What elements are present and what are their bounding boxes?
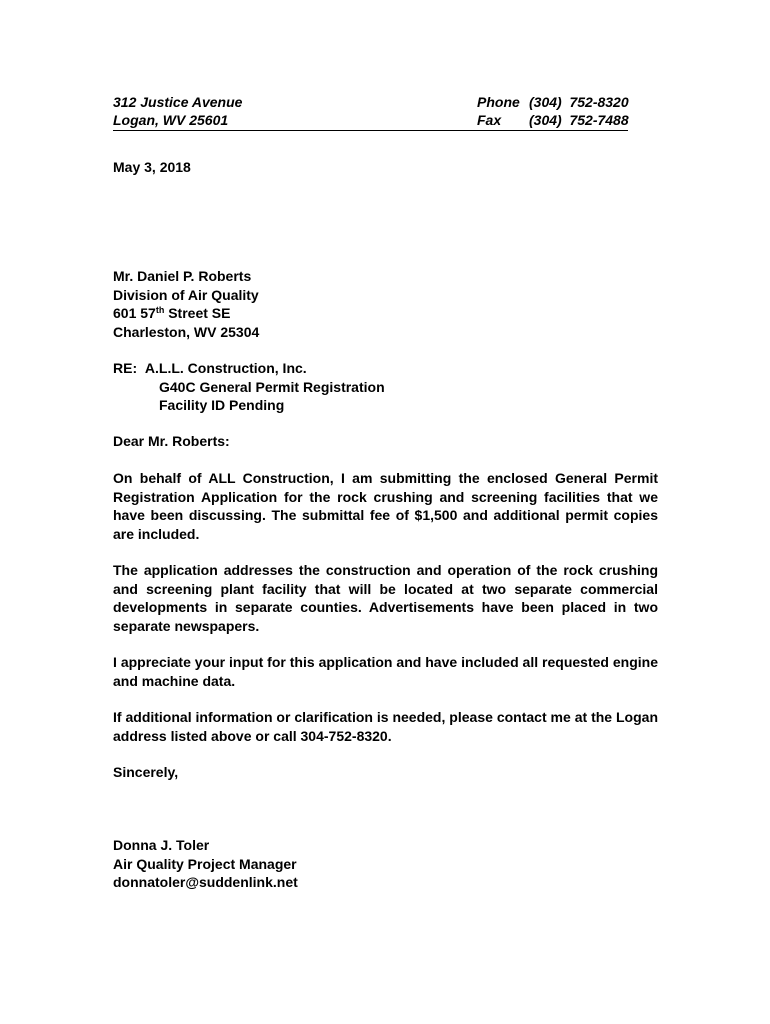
signer-email: donnatoler@suddenlink.net (113, 874, 298, 890)
paragraph-1-text: On behalf of ALL Construction, I am submitting the enclosed General Permit Registration Application for the rock crushing and screening facilities that we have been discussing. The submittal fee of $1,500 and additional permit copies are included. (113, 470, 658, 542)
body-paragraph-3 (113, 653, 658, 690)
salutation (113, 432, 658, 451)
fax-line (477, 111, 629, 129)
date-text: May 3, 2018 (113, 159, 191, 175)
fax-label: Fax (477, 112, 502, 128)
letter-date (113, 158, 658, 177)
re-line3: Facility ID Pending (159, 397, 285, 413)
phone-label: Phone (477, 94, 520, 110)
sender-address-line1: 312 Justice Avenue (113, 94, 243, 110)
signature-block (113, 836, 658, 892)
street-number: 601 57 (113, 305, 156, 321)
re-block (113, 359, 658, 415)
re-line1 (113, 359, 658, 378)
phone-line (477, 93, 629, 111)
body-paragraph-2 (113, 561, 658, 635)
fax-value: (304) 752-7488 (529, 112, 629, 128)
body-paragraph-1 (113, 469, 658, 543)
salutation-text: Dear Mr. Roberts: (113, 433, 230, 449)
signer-title: Air Quality Project Manager (113, 855, 297, 872)
body-paragraph-4 (113, 708, 658, 745)
recipient-street (113, 304, 658, 323)
recipient-name: Mr. Daniel P. Roberts (113, 268, 252, 284)
closing (113, 763, 658, 782)
recipient-address (113, 267, 658, 341)
signer-name: Donna J. Toler (113, 837, 210, 853)
phone-value: (304) 752-8320 (529, 94, 629, 110)
recipient-city: Charleston, WV 25304 (113, 323, 260, 340)
paragraph-4-text: If additional information or clarification is needed, please contact me at the Logan address listed above or call 304-752-8320. (113, 709, 658, 744)
letterhead (113, 93, 628, 131)
closing-text: Sincerely, (113, 764, 179, 780)
re-label: RE: (113, 360, 138, 376)
street-rest: Street SE (164, 305, 231, 321)
recipient-org: Division of Air Quality (113, 286, 259, 303)
re-line2: G40C General Permit Registration (159, 378, 385, 395)
street-suffix: th (155, 305, 165, 315)
sender-address-line2: Logan, WV 25601 (113, 112, 229, 128)
paragraph-3-text: I appreciate your input for this application and have included all requested engine and machine data. (113, 654, 658, 689)
paragraph-2-text: The application addresses the construction and operation of the rock crushing and screening plant facility that will be located at two separate commercial developments in separate counties. Advertisements have been placed in two separate newspapers. (113, 562, 658, 634)
re-subject: A.L.L. Construction, Inc. (144, 360, 307, 376)
